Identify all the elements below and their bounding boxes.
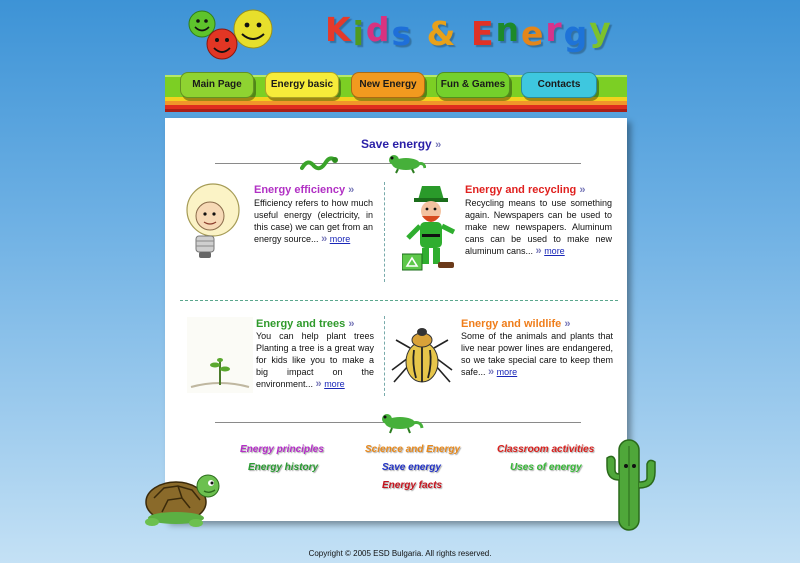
nav-fun-games[interactable]: Fun & Games [436,72,510,98]
brand-letter: s [391,14,414,53]
brand-letter: n [495,10,521,49]
divider-vertical-top [384,182,385,282]
nav-new-energy[interactable]: New Energy [351,72,425,98]
energy-recycling-title-text: Energy and recycling [465,184,577,196]
lightbulb-kid-icon [180,180,242,262]
link-energy-history[interactable]: Energy history [248,462,319,473]
cactus-icon [605,436,661,532]
brand-letter: d [365,10,392,49]
brand-letter: y [589,10,613,49]
chevron-right-icon: » [535,245,542,257]
brand-letter: g [563,14,590,53]
site-title [325,10,613,53]
turtle-icon [138,462,222,528]
energy-trees-title[interactable] [256,318,354,330]
chevron-right-icon: » [348,318,355,330]
chevron-right-icon: » [315,378,322,390]
link-energy-facts[interactable]: Energy facts [382,480,443,491]
divider-horizontal-dashed [180,300,618,301]
save-energy-title: Save energy [361,137,432,151]
brand-letter: r [545,10,564,49]
brand-letter: K [325,10,353,49]
divider-vertical-bottom [384,316,385,396]
brand-letter [413,10,427,49]
chevron-right-icon: » [321,233,328,245]
nav-stripes [165,97,627,112]
link-classroom-activities[interactable]: Classroom activities [497,444,595,455]
brand-letter: i [352,14,366,53]
link-uses-of-energy[interactable]: Uses of energy [510,462,582,473]
energy-wildlife-title-text: Energy and wildlife [461,318,562,330]
brand-letter: E [470,14,496,53]
link-energy-principles[interactable]: Energy principles [240,444,324,455]
brand-letter [457,10,471,49]
energy-wildlife-body: Some of the animals and plants that live near power lines are endangered, so we take special care to keep them safe... [461,331,613,377]
energy-efficiency-title[interactable] [254,184,354,196]
energy-efficiency-title-text: Energy efficiency [254,184,346,196]
chevron-right-icon: » [435,139,442,151]
brand-letter: & [426,14,458,53]
energy-trees-more-link[interactable]: more [324,379,345,389]
save-energy-heading[interactable] [361,137,441,151]
chevron-right-icon: » [348,184,355,196]
energy-efficiency-text [254,197,373,245]
chevron-right-icon: » [488,366,495,378]
brand-letter: e [521,14,546,53]
energy-wildlife-text [461,330,613,378]
nav-energy-basic[interactable]: Energy basic [265,72,339,98]
lizard-icon [378,410,424,434]
leprechaun-recycling-icon [402,186,460,276]
energy-trees-body: You can help plant trees Planting a tree is a great way for kids like you to make a big impact on the environment... [256,331,374,389]
energy-recycling-more-link[interactable]: more [544,246,565,256]
link-save-energy[interactable]: Save energy [382,462,441,473]
energy-trees-title-text: Energy and trees [256,318,346,330]
beetle-icon [388,318,456,390]
energy-wildlife-more-link[interactable]: more [496,367,518,377]
energy-trees-text [256,330,374,390]
chevron-right-icon: » [564,318,571,330]
nav-main-page[interactable]: Main Page [180,72,254,98]
footer-copyright: Copyright © 2005 ESD Bulgaria. All rights reserved. [308,549,492,558]
energy-wildlife-title[interactable] [461,318,570,330]
energy-efficiency-more-link[interactable]: more [329,234,351,244]
energy-recycling-title[interactable] [465,184,585,196]
sapling-icon [187,317,253,393]
smiley-logo-icon[interactable] [183,6,275,62]
chevron-right-icon: » [579,184,586,196]
nav-contacts[interactable]: Contacts [521,72,597,98]
energy-recycling-text [465,197,612,257]
lizard-icon [386,152,426,174]
link-science-and-energy[interactable]: Science and Energy [365,444,461,455]
energy-efficiency-body: Efficiency refers to how much useful energy (electricity, in this case) we can get from an energy source... [254,198,373,244]
energy-recycling-body: Recycling means to use something again. Newspapers can be used to make new newspapers. Aluminum cans can be used to make new aluminum cans... [465,198,612,256]
snake-icon [300,154,338,172]
